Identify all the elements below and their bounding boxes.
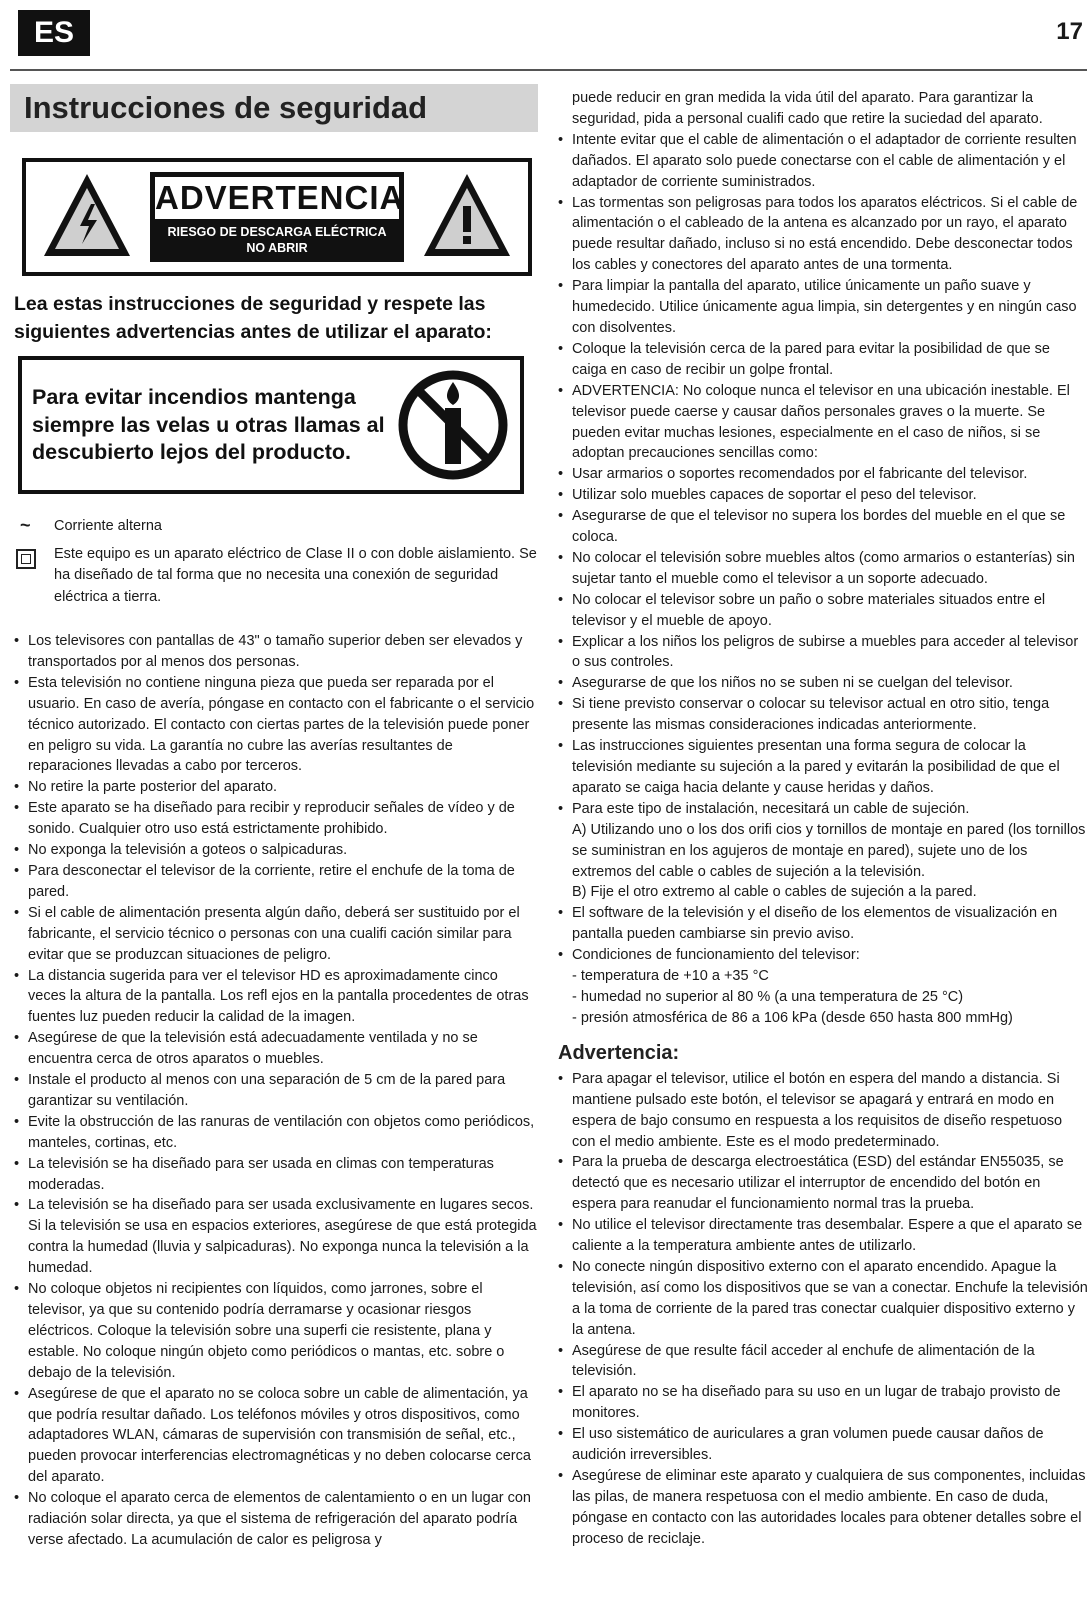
list-item: • Para la prueba de descarga electroestática (ESD) del estándar EN55035, se detectó que es necesario utilizar el interruptor de encendido del botón en espera para reanudar el funcionamiento normal tras la prueba. — [558, 1152, 1088, 1215]
list-item: • No coloque el aparato cerca de elementos de calentamiento o en un lugar con radiación solar directa, ya que el sistema de refrigeración del aparato podría verse afectado. La acumulación de calor es peligrosa y — [14, 1488, 538, 1551]
list-item: • Intente evitar que el cable de alimentación o el adaptador de corriente resulten dañados. El aparato solo puede conectarse con el cable de alimentación y el adaptador de corriente suministrados. — [558, 130, 1088, 193]
continuation-text — [558, 88, 1088, 130]
list-item: • Para desconectar el televisor de la corriente, retire el enchufe de la toma de pared. — [14, 861, 538, 903]
list-item: • Las instrucciones siguientes presentan una forma segura de colocar la televisión mediante su sujeción a la pared y evitarán la posibilidad de que el aparato se caiga hacia delante y cause heridas y daños. — [558, 736, 1088, 799]
list-item: • ADVERTENCIA: No coloque nunca el televisor en una ubicación inestable. El televisor puede caerse y causar daños personales graves o la muerte. Se pueden evitar muchas lesiones, especialmente en el caso de niños, si se adoptan precauciones sencillas como: — [558, 381, 1088, 465]
conditions-text: • Condiciones de funcionamiento del televisor: — [572, 947, 860, 964]
list-item: • Usar armarios o soportes recomendados por el fabricante del televisor. — [558, 464, 1088, 485]
list-item-conditions — [558, 945, 1088, 1029]
double-insulation-icon — [16, 549, 36, 569]
list-item: • Si el cable de alimentación presenta algún daño, deberá ser sustituido por el fabricante, el servicio técnico o personas con una cualifi cación similar para evitar que se produzcan situaciones de peligro. — [14, 903, 538, 966]
list-item-fixing — [558, 799, 1088, 904]
exclamation-icon — [420, 170, 514, 262]
left-bullet-list — [14, 631, 538, 1551]
list-item: • Asegúrese de que resulte fácil acceder al enchufe de alimentación de la televisión. — [558, 1341, 1088, 1383]
list-item: • Para apagar el televisor, utilice el botón en espera del mando a distancia. Si mantiene pulsado este botón, el televisor se apagará y entrará en modo en espera de bajo consumo en respuesta a los requisitos de diseño respetuoso con el medio ambiente. Este es el modo predeterminado. — [558, 1069, 1088, 1153]
warning-heading: Advertencia: — [558, 1041, 680, 1064]
language-badge: ES — [18, 10, 90, 56]
symbol-description: Corriente alterna — [54, 518, 162, 534]
list-item: • Asegurarse de que el televisor no supera los bordes del mueble en el que se coloca. — [558, 506, 1088, 548]
list-item: • No coloque objetos ni recipientes con líquidos, como jarrones, sobre el televisor, ya que su contenido podría derramarse y ocasionar riesgos eléctricos. Coloque la televisión sobre una superfi cie resistente, plana y estable. No coloque ningún objeto como periódicos o mantas, etc. sobre o debajo de la televisión. — [14, 1279, 538, 1384]
list-item: • El uso sistemático de auriculares a gran volumen puede causar daños de audición irreversibles. — [558, 1424, 1088, 1466]
section-title: Instrucciones de seguridad — [10, 84, 538, 132]
right-bullet-list — [558, 88, 1088, 1029]
condition-temperature: - temperatura de +10 a +35 °C — [572, 968, 769, 985]
list-item: • No conecte ningún dispositivo externo con el aparato encendido. Apague la televisión, así como los dispositivos que se van a conectar. Enchufe la televisión a la toma de corriente de la pared tras conectar cualquier dispositivo externo y la antena. — [558, 1257, 1088, 1341]
high-voltage-icon — [40, 170, 134, 262]
warning-line-2: NO ABRIR — [246, 241, 308, 255]
warning-title: ADVERTENCIA — [155, 177, 399, 219]
list-item: • Asegúrese de eliminar este aparato y cualquiera de sus componentes, incluidas las pilas, de manera respetuosa con el medio ambiente. En caso de duda, póngase en contacto con las autoridades locales para obtener detalles sobre el proceso de reciclaje. — [558, 1466, 1088, 1550]
list-item: • Este aparato se ha diseñado para recibir y reproducir señales de vídeo y de sonido. Cualquier otro uso está estrictamente prohibido. — [14, 798, 538, 840]
list-item: • El software de la televisión y el diseño de los elementos de visualización en pantalla pueden cambiarse sin previo aviso. — [558, 903, 1088, 945]
list-item: • No utilice el televisor directamente tras desembalar. Espere a que el aparato se caliente a la temperatura ambiente antes de utilizarlo. — [558, 1215, 1088, 1257]
list-item: • Asegurarse de que los niños no se suben ni se cuelgan del televisor. — [558, 673, 1088, 694]
list-item: • Explicar a los niños los peligros de subirse a muebles para acceder al televisor o sus controles. — [558, 632, 1088, 674]
symbol-row — [14, 544, 538, 609]
list-item: • La distancia sugerida para ver el televisor HD es aproximadamente cinco veces la altura de la pantalla. Los refl ejos en la pantalla procedentes de otras fuentes luz pueden reducir la calidad de la imagen. — [14, 966, 538, 1029]
list-item: • Esta televisión no contiene ninguna pieza que pueda ser reparada por el usuario. En caso de avería, póngase en contacto con el fabricante o el servicio técnico autorizado. El contacto con ciertas partes de la televisión puede poner en peligro su vida. La garantía no cubre las averías resultantes de reparaciones llevadas a cabo por terceros. — [14, 673, 538, 778]
condition-pressure: - presión atmosférica de 86 a 106 kPa (desde 650 hasta 800 mmHg) — [572, 1009, 1013, 1026]
warning-subtitle — [150, 224, 404, 256]
list-item: • Si tiene previsto conservar o colocar su televisor actual en otro sitio, tenga presente las mismas consideraciones indicadas anteriormente. — [558, 694, 1088, 736]
symbol-row — [14, 516, 538, 539]
fixing-step-b: B) Fije el otro extremo al cable o cables de sujeción a la pared. — [572, 884, 977, 901]
list-item: • Las tormentas son peligrosas para todos los aparatos eléctricos. Si el cable de alimentación o el cableado de la antena es alcanzado por un rayo, el aparato puede resultar dañado, incluso si no está encendido. Debe desconectar todos los cables y conectores del aparato antes de una tormenta. — [558, 193, 1088, 277]
intro-text: Lea estas instrucciones de seguridad y respete las siguientes advertencias antes de utilizar el aparato: — [14, 293, 492, 343]
left-column — [14, 84, 538, 1551]
list-item: • Asegúrese de que el aparato no se coloca sobre un cable de alimentación, ya que podría resultar dañado. Los teléfonos móviles y otros dispositivos, como adaptadores WLAN, cámaras de supervisión con transmisión de señal, etc., pueden provocar interferencias electromagnéticas y no deben colocarse cerca del aparato. — [14, 1384, 538, 1489]
warning-bullet-list — [558, 1069, 1088, 1550]
warning-label — [150, 172, 404, 262]
no-open-flame-icon — [396, 368, 510, 482]
right-column — [558, 88, 1088, 1550]
electric-shock-warning-box — [22, 158, 532, 276]
list-item: • Coloque la televisión cerca de la pared para evitar la posibilidad de que se caiga en caso de recibir un golpe frontal. — [558, 339, 1088, 381]
list-item: • Instale el producto al menos con una separación de 5 cm de la pared para garantizar su ventilación. — [14, 1070, 538, 1112]
list-item: • No colocar el televisión sobre muebles altos (como armarios o estanterías) sin sujetar tanto el mueble como el televisor a un soporte adecuado. — [558, 548, 1088, 590]
warning-line-1: RIESGO DE DESCARGA ELÉCTRICA — [167, 225, 387, 239]
continuation-paragraph: puede reducir en gran medida la vida útil del aparato. Para garantizar la seguridad, pida a personal cualifi cado que retire la suciedad del aparato. — [572, 90, 1043, 127]
page-number: 17 — [1056, 18, 1083, 45]
fixing-step-a: A) Utilizando uno o los dos orifi cios y tornillos de montaje en pared (los tornillos se suministran en los agujeros de montaje en pared), sujete uno de los extremos del cable o cables de sujeción a la televisión. — [572, 821, 1086, 880]
list-item: • Los televisores con pantallas de 43" o tamaño superior deben ser elevados y transportados por al menos dos personas. — [14, 631, 538, 673]
fixing-text: • Para este tipo de instalación, necesitará un cable de sujeción. — [572, 800, 970, 817]
tilde-icon: ~ — [20, 515, 31, 535]
list-item: • Asegúrese de que la televisión está adecuadamente ventilada y no se encuentra cerca de otros aparatos o muebles. — [14, 1028, 538, 1070]
list-item: • La televisión se ha diseñado para ser usada en climas con temperaturas moderadas. — [14, 1154, 538, 1196]
list-item: • Para limpiar la pantalla del aparato, utilice únicamente un paño suave y humedecido. Utilice únicamente agua limpia, sin detergentes y en ningún caso con disolventes. — [558, 276, 1088, 339]
list-item: • No colocar el televisor sobre un paño o sobre materiales situados entre el televisor y el mueble de apoyo. — [558, 590, 1088, 632]
condition-humidity: - humedad no superior al 80 % (a una temperatura de 25 °C) — [572, 988, 964, 1005]
list-item: • La televisión se ha diseñado para ser usada exclusivamente en lugares secos. Si la televisión se usa en espacios exteriores, asegúrese de que está protegida contra la humedad (lluvia y salpicaduras). No exponga nunca la televisión a la humedad. — [14, 1195, 538, 1279]
list-item: • Evite la obstrucción de las ranuras de ventilación con objetos como periódicos, manteles, cortinas, etc. — [14, 1112, 538, 1154]
list-item: • El aparato no se ha diseñado para su uso en un lugar de trabajo provisto de monitores. — [558, 1382, 1088, 1424]
symbol-description: Este equipo es un aparato eléctrico de Clase II o con doble aislamiento. Se ha diseñado de tal forma que no necesita una conexión de seguridad eléctrica a tierra. — [54, 545, 537, 605]
list-item: • No retire la parte posterior del aparato. — [14, 777, 538, 798]
candle-warning-text: Para evitar incendios mantenga siempre las velas u otras llamas al descubierto lejos del producto. — [32, 385, 385, 464]
candle-warning-box — [18, 356, 524, 494]
header-rule — [10, 69, 1087, 71]
list-item: • Utilizar solo muebles capaces de soportar el peso del televisor. — [558, 485, 1088, 506]
list-item: • No exponga la televisión a goteos o salpicaduras. — [14, 840, 538, 861]
